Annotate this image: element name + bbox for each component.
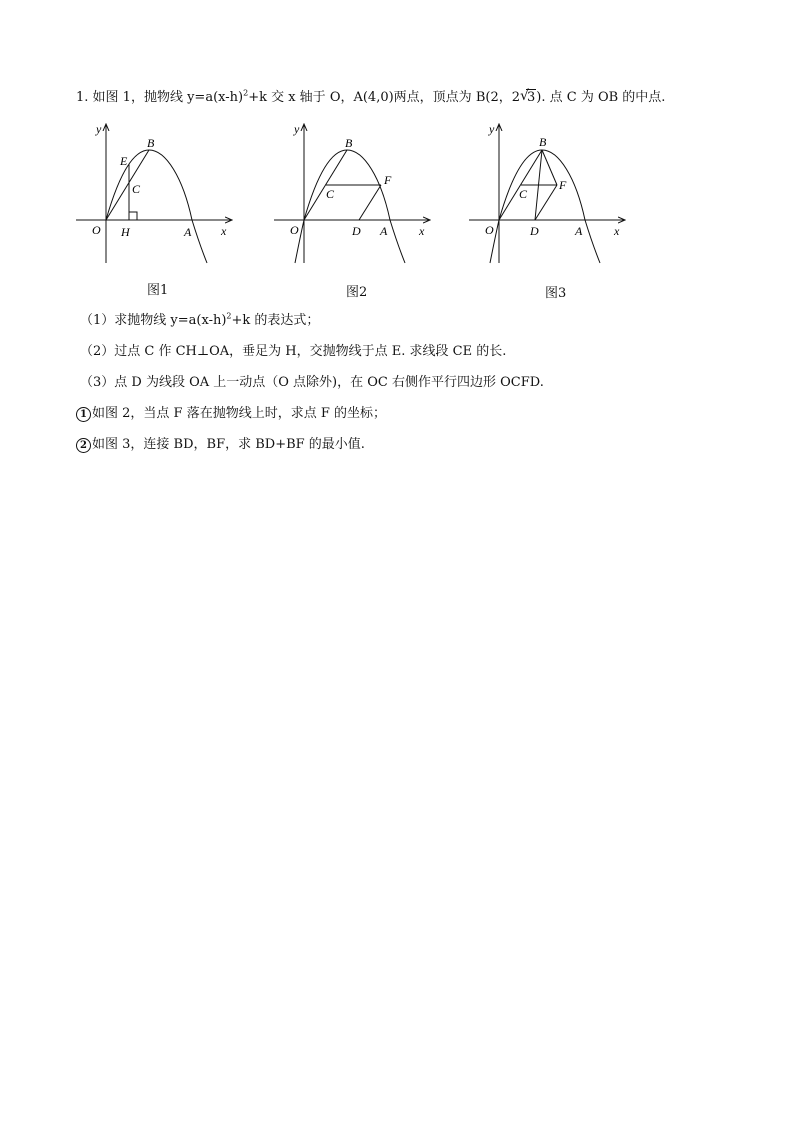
label-c: C bbox=[519, 187, 528, 201]
circled-number-1: 1 bbox=[76, 407, 91, 422]
label-y: y bbox=[489, 122, 495, 136]
label-x: x bbox=[614, 224, 620, 238]
label-x: x bbox=[419, 224, 425, 238]
sqrt-symbol: √ 3 bbox=[519, 88, 536, 105]
label-a: A bbox=[184, 225, 192, 239]
figure-3-diagram bbox=[463, 118, 638, 268]
parabola-curve bbox=[490, 150, 600, 263]
problem-number: 1. bbox=[76, 90, 89, 105]
label-d: D bbox=[530, 224, 539, 238]
problem-intro-b: +k 交 x 轴于 O，A(4,0)两点，顶点为 B(2，2 bbox=[248, 90, 520, 105]
label-e: E bbox=[120, 154, 128, 168]
label-h: H bbox=[121, 225, 130, 239]
label-c: C bbox=[132, 182, 141, 196]
question-3-part-2 bbox=[76, 436, 365, 454]
label-o: O bbox=[92, 223, 101, 237]
segment-fd bbox=[359, 185, 381, 220]
label-b: B bbox=[539, 135, 547, 149]
label-f: F bbox=[384, 173, 392, 187]
segment-ob bbox=[106, 150, 149, 220]
label-x: x bbox=[221, 224, 227, 238]
figure-1-caption: 图1 bbox=[147, 283, 169, 298]
problem-intro-a: 如图 1，抛物线 y=a(x-h) bbox=[92, 90, 244, 105]
figure-1-diagram bbox=[70, 118, 245, 268]
label-b: B bbox=[345, 136, 353, 150]
question-1 bbox=[80, 312, 319, 330]
label-o: O bbox=[485, 223, 494, 237]
figure-2-caption: 图2 bbox=[346, 285, 368, 300]
label-b: B bbox=[147, 136, 155, 150]
label-f: F bbox=[559, 178, 567, 192]
question-3-part-2-text: 如图 3，连接 BD，BF，求 BD+BF 的最小值. bbox=[92, 437, 365, 452]
right-angle-mark bbox=[129, 212, 137, 220]
circled-number-2: 2 bbox=[76, 438, 91, 453]
figure-2-diagram bbox=[268, 118, 443, 268]
problem-intro-c: ). 点 C 为 OB 的中点. bbox=[536, 90, 666, 105]
question-2: （2）过点 C 作 CH⊥OA，垂足为 H，交抛物线于点 E. 求线段 CE 的长. bbox=[80, 344, 507, 359]
label-a: A bbox=[575, 224, 583, 238]
figure-1 bbox=[70, 118, 245, 272]
exponent: 2 bbox=[226, 311, 232, 321]
label-y: y bbox=[294, 122, 300, 136]
figure-2 bbox=[268, 118, 443, 272]
sqrt-value: 3 bbox=[526, 90, 536, 105]
label-c: C bbox=[326, 187, 335, 201]
exponent: 2 bbox=[243, 88, 249, 98]
figure-3-caption: 图3 bbox=[545, 286, 567, 301]
question-1-text-a: （1）求抛物线 y=a(x-h) bbox=[80, 313, 227, 328]
problem-statement bbox=[76, 89, 665, 107]
question-3-part-1-text: 如图 2，当点 F 落在抛物线上时，求点 F 的坐标； bbox=[92, 406, 386, 421]
label-d: D bbox=[352, 224, 361, 238]
parabola-curve bbox=[295, 150, 405, 263]
label-y: y bbox=[96, 122, 102, 136]
label-o: O bbox=[290, 223, 299, 237]
question-3: （3）点 D 为线段 OA 上一动点（O 点除外)，在 OC 右侧作平行四边形 OCFD. bbox=[80, 375, 544, 390]
question-1-text-b: +k 的表达式； bbox=[231, 313, 320, 328]
label-a: A bbox=[380, 224, 388, 238]
question-3-part-1 bbox=[76, 405, 386, 423]
figure-3 bbox=[463, 118, 638, 272]
